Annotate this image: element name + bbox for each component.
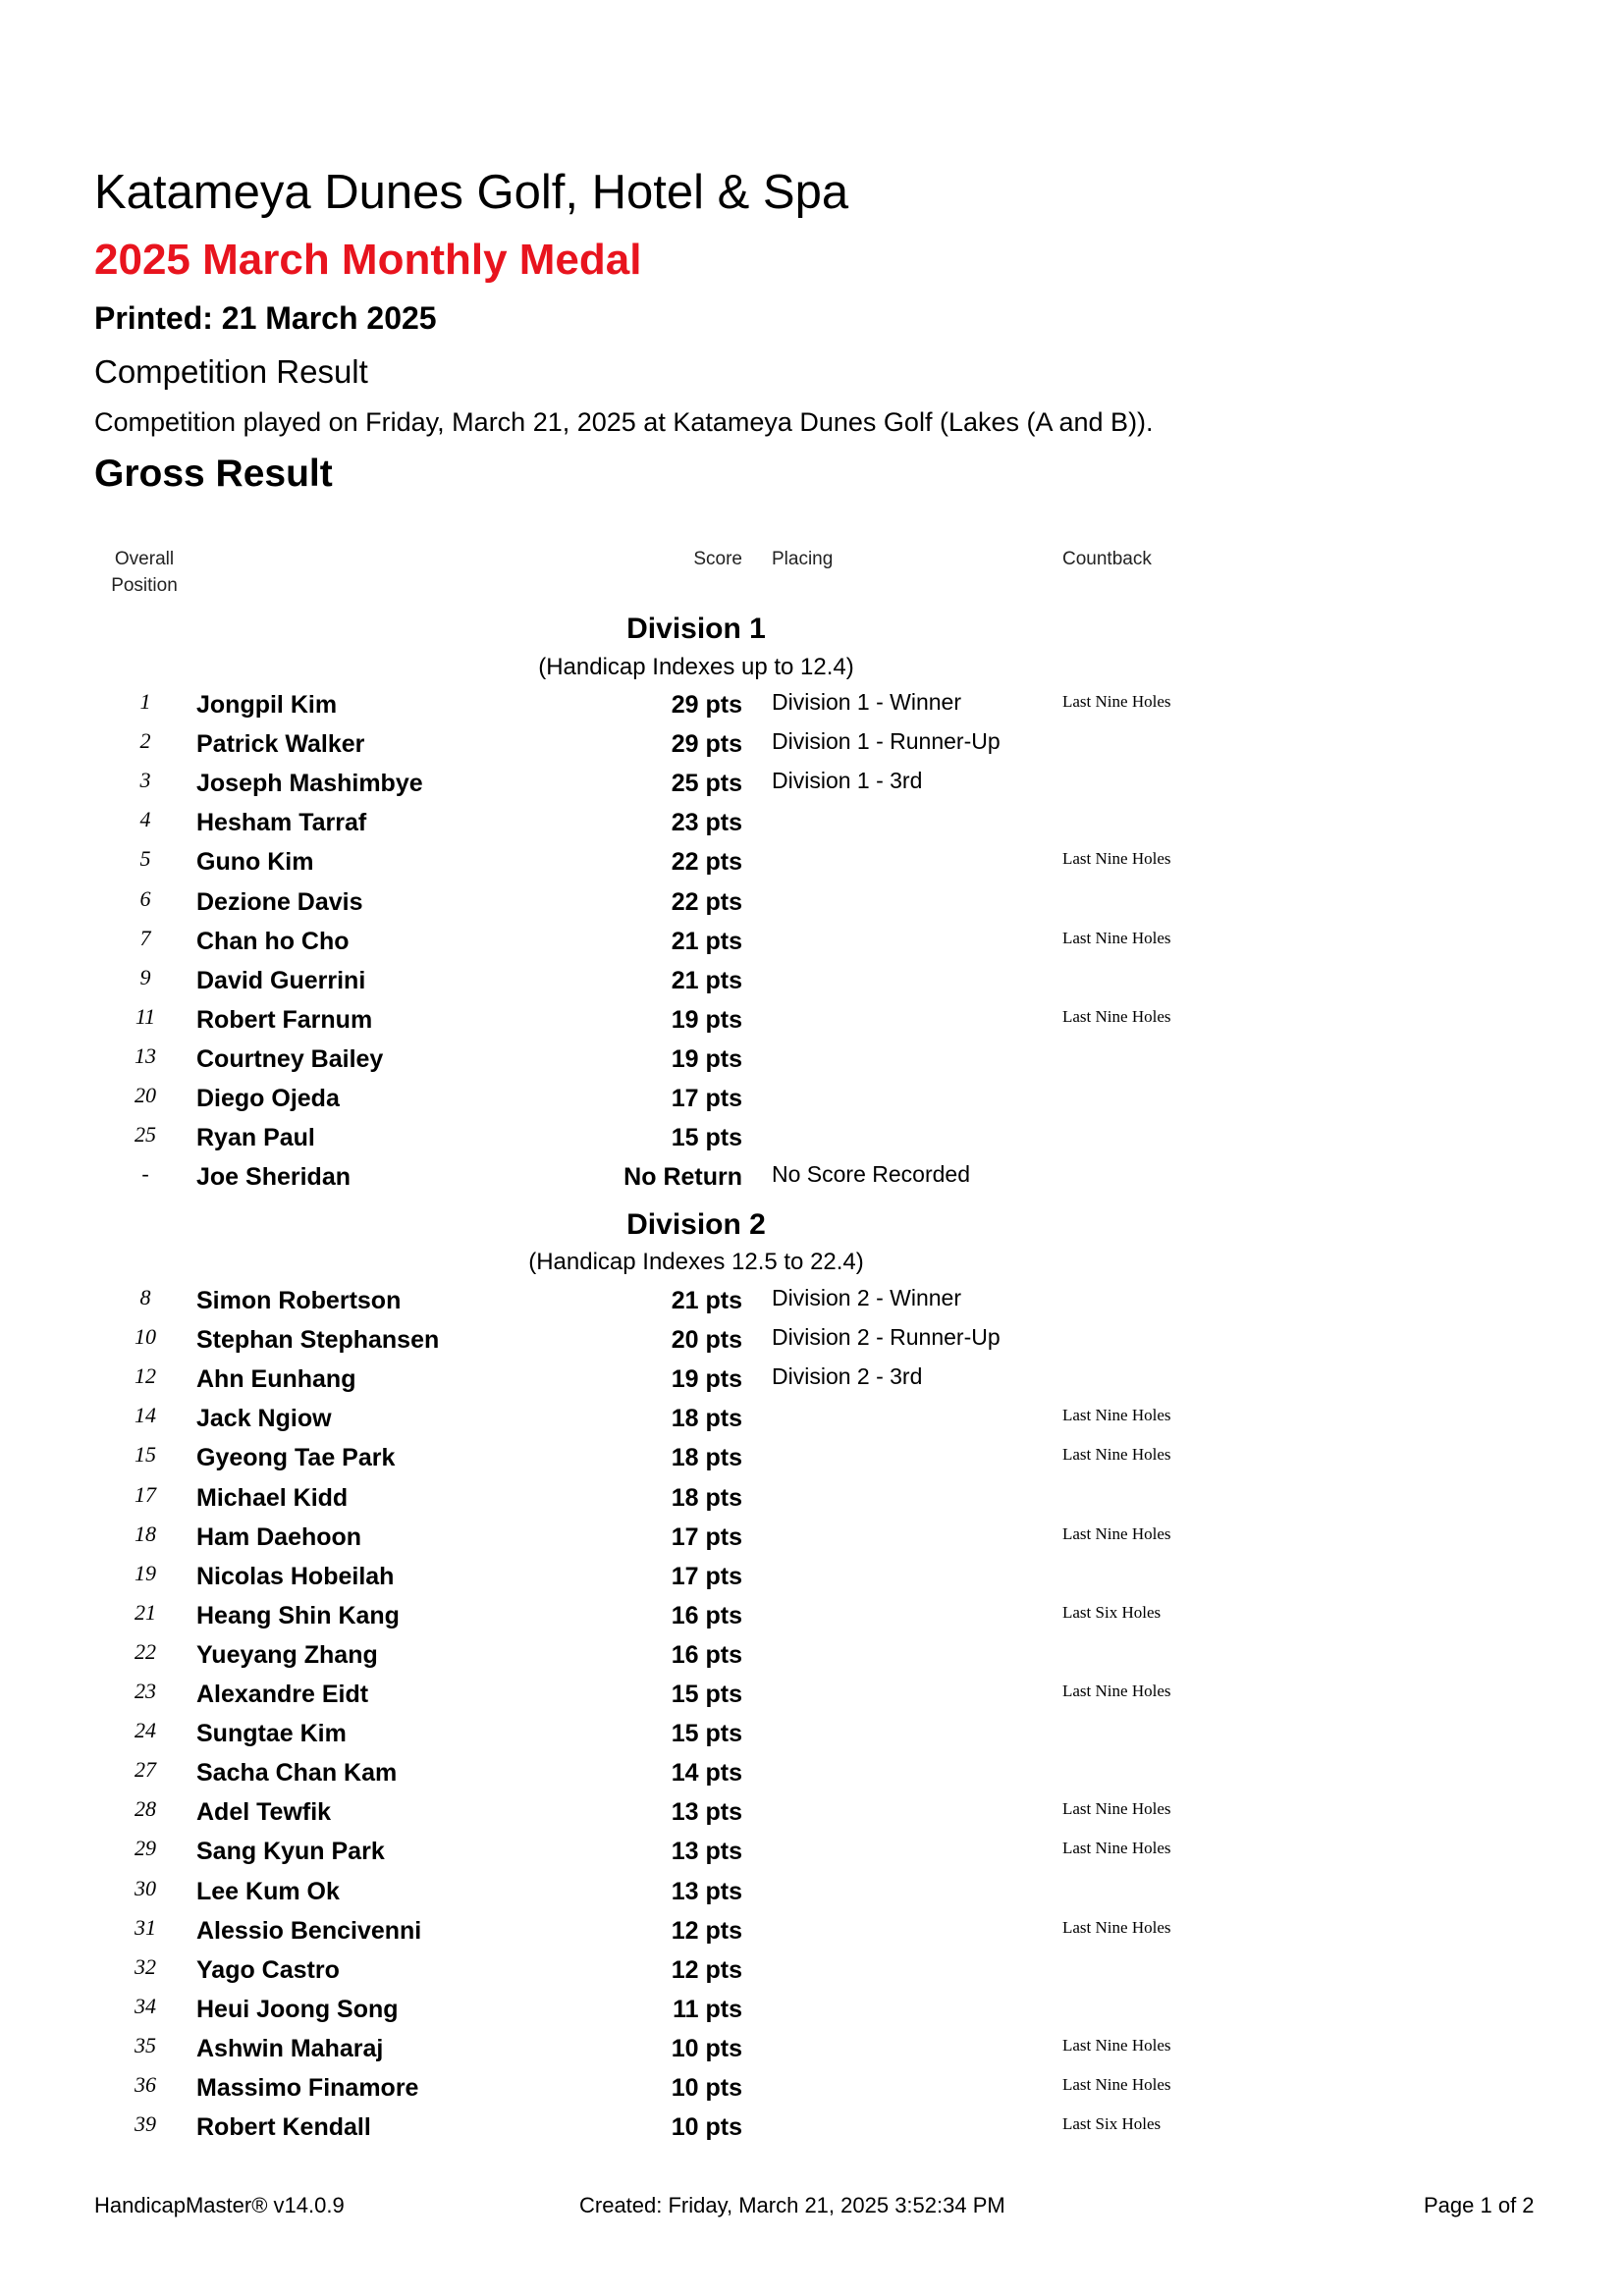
placing-cell: Division 2 - Runner-Up [772,1324,1001,1350]
table-row [0,2108,1624,2147]
player-name-cell: Nicolas Hobeilah [196,1563,395,1590]
table-row [0,724,1624,764]
position-cell: 2 [139,728,151,753]
score-cell: 18 pts [671,1484,742,1512]
player-name-cell: Stephan Stephansen [196,1326,440,1354]
table-row [0,2029,1624,2068]
placing-cell: Division 1 - Winner [772,689,961,715]
countback-cell: Last Six Holes [1062,2114,1162,2133]
table-row [0,1872,1624,1911]
table-row [0,764,1624,803]
column-header-placing: Placing [772,549,834,569]
table-row [0,1281,1624,1320]
position-cell: 17 [135,1482,156,1507]
table-row [0,1478,1624,1518]
countback-cell: Last Nine Holes [1062,929,1171,947]
position-cell: 10 [135,1324,156,1349]
position-cell: 30 [135,1876,156,1900]
position-cell: 12 [135,1363,156,1388]
countback-cell: Last Nine Holes [1062,2075,1171,2094]
player-name-cell: David Guerrini [196,967,366,994]
score-cell: 18 pts [671,1405,742,1432]
score-cell: 17 pts [671,1085,742,1112]
column-header-countback: Countback [1062,549,1152,569]
position-cell: 34 [135,1994,156,2018]
score-cell: 13 pts [671,1838,742,1865]
score-cell: 17 pts [671,1523,742,1551]
position-cell: 20 [135,1083,156,1107]
table-row [0,1079,1624,1118]
division-title: Division 2 [626,1208,766,1241]
position-cell: 13 [135,1043,156,1068]
player-name-cell: Guno Kim [196,848,314,876]
player-name-cell: Yago Castro [196,1956,340,1984]
score-cell: 23 pts [671,809,742,836]
player-name-cell: Gyeong Tae Park [196,1444,396,1471]
table-row [0,1714,1624,1753]
table-row [0,1157,1624,1197]
player-name-cell: Joseph Mashimbye [196,770,423,797]
position-cell: 22 [135,1639,156,1664]
score-cell: 19 pts [671,1006,742,1034]
table-row [0,2068,1624,2108]
countback-cell: Last Nine Holes [1062,1007,1171,1026]
position-cell: 28 [135,1796,156,1821]
table-row [0,1753,1624,1792]
score-cell: 22 pts [671,848,742,876]
club-name: Katameya Dunes Golf, Hotel & Spa [94,166,849,219]
score-cell: 20 pts [671,1326,742,1354]
countback-cell: Last Nine Holes [1062,2036,1171,2055]
position-cell: 8 [139,1285,151,1309]
countback-cell: Last Six Holes [1062,1603,1162,1622]
score-cell: 12 pts [671,1956,742,1984]
position-cell: 4 [139,807,151,831]
position-cell: 24 [135,1718,156,1742]
score-cell: 21 pts [671,1287,742,1314]
player-name-cell: Sacha Chan Kam [196,1759,398,1787]
score-cell: 18 pts [671,1444,742,1471]
player-name-cell: Courtney Bailey [196,1045,384,1073]
column-header-position-line2: Position [111,575,178,596]
table-row [0,961,1624,1000]
division-title: Division 1 [626,613,766,645]
score-cell: 10 pts [671,2074,742,2102]
position-cell: 31 [135,1915,156,1940]
column-header-position-line1: Overall [114,549,175,569]
table-row [0,1320,1624,1360]
footer-page-number: Page 1 of 2 [1424,2193,1535,2217]
table-row [0,842,1624,881]
player-name-cell: Dezione Davis [196,888,363,916]
player-name-cell: Jongpil Kim [196,691,338,719]
position-cell: 11 [135,1004,156,1029]
position-cell: 3 [139,768,151,792]
score-cell: 15 pts [671,1720,742,1747]
player-name-cell: Heui Joong Song [196,1996,399,2023]
player-name-cell: Lee Kum Ok [196,1878,340,1905]
player-name-cell: Heang Shin Kang [196,1602,400,1629]
score-cell: No Return [623,1163,742,1191]
player-name-cell: Massimo Finamore [196,2074,419,2102]
table-row [0,1832,1624,1871]
table-row [0,685,1624,724]
table-row [0,1518,1624,1557]
position-cell: 35 [135,2033,156,2057]
position-cell: 7 [139,926,151,950]
column-header-score: Score [693,549,742,569]
player-name-cell: Alessio Bencivenni [196,1917,422,1945]
position-cell: 32 [135,1954,156,1979]
score-cell: 10 pts [671,2035,742,2062]
score-cell: 11 pts [673,1996,742,2023]
player-name-cell: Alexandre Eidt [196,1681,369,1708]
table-row [0,882,1624,922]
player-name-cell: Sang Kyun Park [196,1838,385,1865]
position-cell: - [141,1161,149,1186]
score-cell: 16 pts [671,1641,742,1669]
placing-cell: Division 2 - 3rd [772,1363,923,1389]
countback-cell: Last Nine Holes [1062,1682,1171,1700]
table-row [0,1950,1624,1990]
player-name-cell: Robert Kendall [196,2113,371,2141]
player-name-cell: Hesham Tarraf [196,809,367,836]
countback-cell: Last Nine Holes [1062,1406,1171,1424]
player-name-cell: Sungtae Kim [196,1720,347,1747]
countback-cell: Last Nine Holes [1062,1839,1171,1857]
score-cell: 21 pts [671,967,742,994]
table-row [0,1635,1624,1675]
player-name-cell: Yueyang Zhang [196,1641,378,1669]
countback-cell: Last Nine Holes [1062,1445,1171,1464]
placing-cell: Division 2 - Winner [772,1285,961,1310]
score-cell: 25 pts [671,770,742,797]
position-cell: 39 [135,2111,156,2136]
position-cell: 25 [135,1122,156,1147]
table-row [0,803,1624,842]
competition-title: 2025 March Monthly Medal [94,236,642,284]
table-row [0,1118,1624,1157]
footer-software: HandicapMaster® v14.0.9 [94,2193,345,2217]
placing-cell: No Score Recorded [772,1161,970,1187]
score-cell: 12 pts [671,1917,742,1945]
table-row [0,1990,1624,2029]
player-name-cell: Ahn Eunhang [196,1365,356,1393]
score-cell: 17 pts [671,1563,742,1590]
division-handicap-range: (Handicap Indexes 12.5 to 22.4) [528,1249,864,1275]
player-name-cell: Michael Kidd [196,1484,349,1512]
position-cell: 6 [139,886,151,911]
table-row [0,1911,1624,1950]
countback-cell: Last Nine Holes [1062,1524,1171,1543]
score-cell: 19 pts [671,1365,742,1393]
player-name-cell: Ryan Paul [196,1124,315,1151]
table-row [0,1792,1624,1832]
document-subtitle: Competition Result [94,353,368,390]
score-cell: 15 pts [671,1681,742,1708]
score-cell: 13 pts [671,1798,742,1826]
position-cell: 19 [135,1561,156,1585]
position-cell: 9 [139,965,151,989]
position-cell: 18 [135,1522,156,1546]
countback-cell: Last Nine Holes [1062,1918,1171,1937]
table-row [0,1000,1624,1040]
score-cell: 10 pts [671,2113,742,2141]
position-cell: 29 [135,1836,156,1860]
position-cell: 5 [139,846,151,871]
player-name-cell: Simon Robertson [196,1287,402,1314]
score-cell: 21 pts [671,928,742,955]
player-name-cell: Diego Ojeda [196,1085,340,1112]
player-name-cell: Patrick Walker [196,730,365,758]
column-header-position [100,546,189,599]
competition-description: Competition played on Friday, March 21, 2025 at Katameya Dunes Golf (Lakes (A and B)). [94,407,1154,437]
player-name-cell: Robert Farnum [196,1006,373,1034]
score-cell: 19 pts [671,1045,742,1073]
position-cell: 15 [135,1442,156,1467]
position-cell: 1 [139,689,151,714]
player-name-cell: Ham Daehoon [196,1523,362,1551]
table-row [0,922,1624,961]
player-name-cell: Adel Tewfik [196,1798,332,1826]
placing-cell: Division 1 - Runner-Up [772,728,1001,754]
position-cell: 21 [135,1600,156,1625]
table-row [0,1399,1624,1438]
footer-created: Created: Friday, March 21, 2025 3:52:34 PM [579,2193,1005,2217]
position-cell: 27 [135,1757,156,1782]
player-name-cell: Joe Sheridan [196,1163,351,1191]
score-cell: 29 pts [671,691,742,719]
player-name-cell: Ashwin Maharaj [196,2035,384,2062]
position-cell: 14 [135,1403,156,1427]
player-name-cell: Jack Ngiow [196,1405,332,1432]
table-row [0,1557,1624,1596]
countback-cell: Last Nine Holes [1062,692,1171,711]
score-cell: 14 pts [671,1759,742,1787]
score-cell: 22 pts [671,888,742,916]
player-name-cell: Chan ho Cho [196,928,350,955]
countback-cell: Last Nine Holes [1062,849,1171,868]
division-handicap-range: (Handicap Indexes up to 12.4) [538,654,854,680]
table-row [0,1596,1624,1635]
table-row [0,1360,1624,1399]
score-cell: 16 pts [671,1602,742,1629]
position-cell: 36 [135,2072,156,2097]
score-cell: 15 pts [671,1124,742,1151]
section-heading: Gross Result [94,453,333,495]
score-cell: 29 pts [671,730,742,758]
table-row [0,1040,1624,1079]
score-cell: 13 pts [671,1878,742,1905]
table-row [0,1438,1624,1477]
printed-date: Printed: 21 March 2025 [94,300,437,336]
position-cell: 23 [135,1679,156,1703]
countback-cell: Last Nine Holes [1062,1799,1171,1818]
table-row [0,1675,1624,1714]
placing-cell: Division 1 - 3rd [772,768,923,793]
